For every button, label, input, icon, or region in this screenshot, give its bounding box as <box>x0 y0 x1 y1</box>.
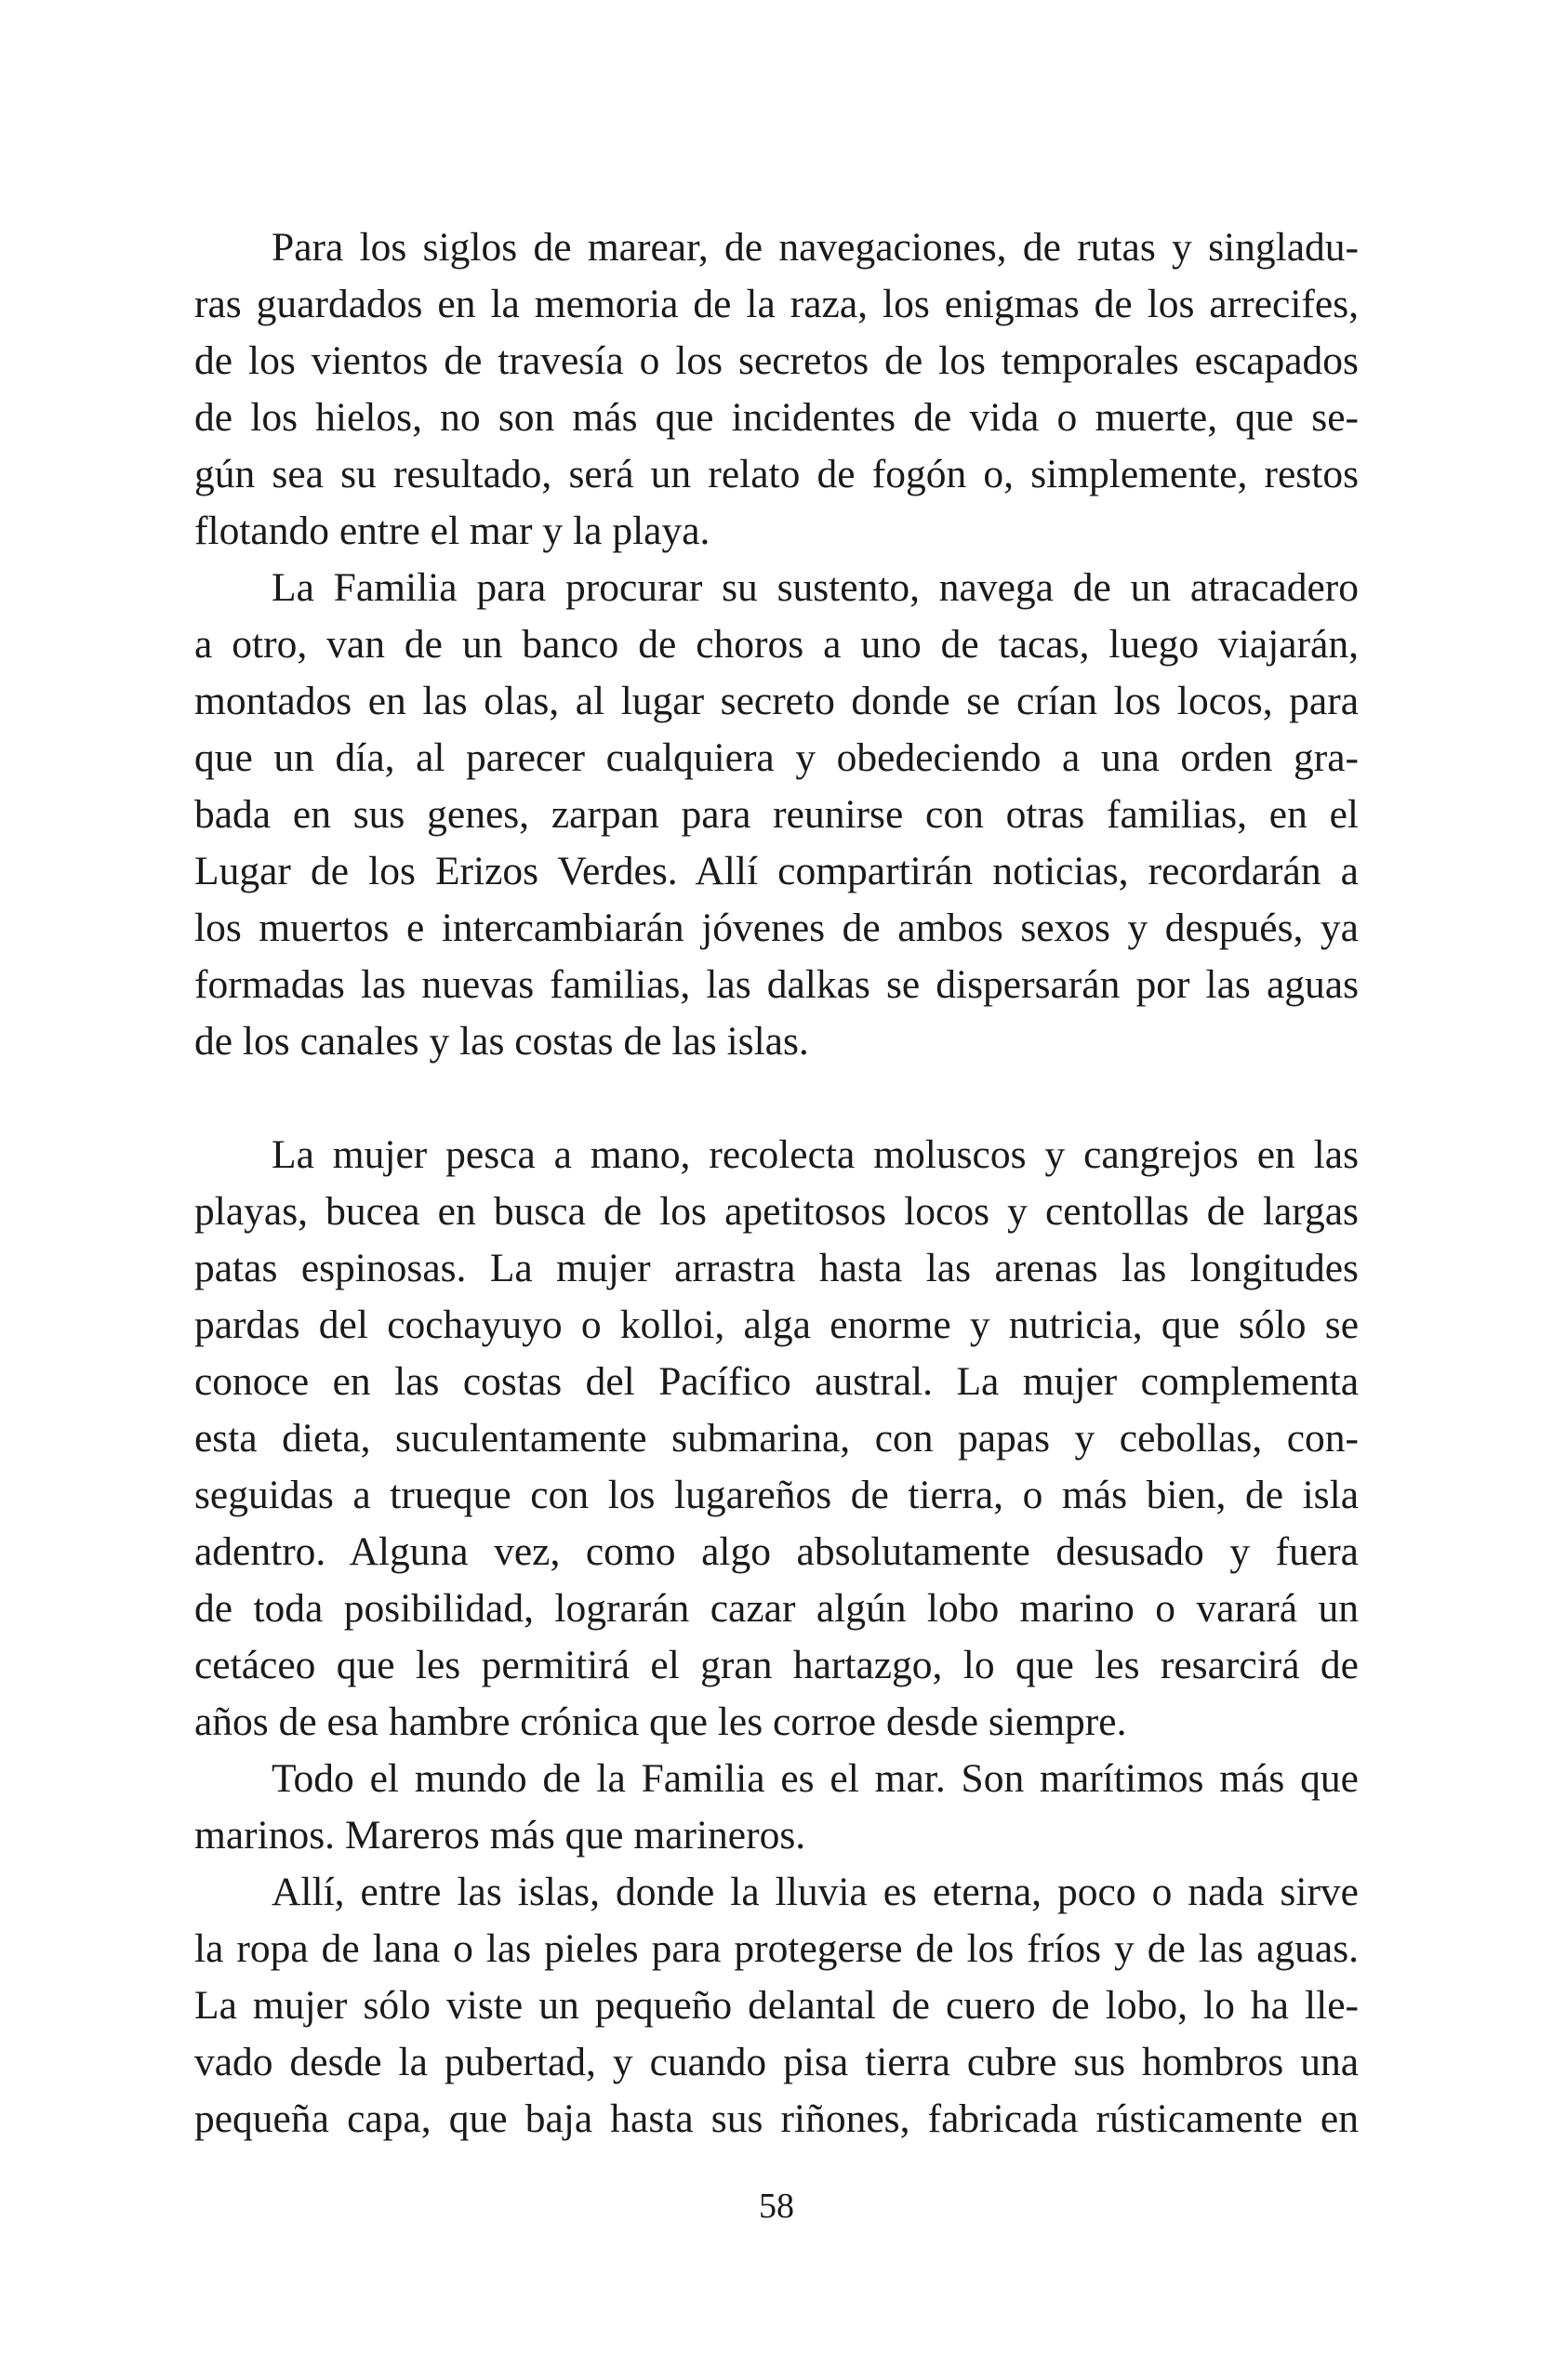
text-line: bada en sus genes, zarpan para reunirse con otras familias, en el <box>194 792 1359 837</box>
text-line: Todo el mundo de la Familia es el mar. Son marítimos más que <box>272 1756 1359 1801</box>
text-line: pequeña capa, que baja hasta sus riñones, fabricada rústicamente en <box>194 2096 1359 2141</box>
text-line: los muertos e intercambiarán jóvenes de ambos sexos y después, ya <box>194 906 1359 950</box>
text-line: montados en las olas, al lugar secreto donde se crían los locos, para <box>194 679 1359 723</box>
text-line: de los vientos de travesía o los secretos de los temporales escapados <box>194 338 1359 383</box>
text-line: la ropa de lana o las pieles para protegerse de los fríos y de las aguas. <box>194 1926 1359 1971</box>
page-number: 58 <box>759 2187 794 2226</box>
text-line: a otro, van de un banco de choros a uno de tacas, luego viajarán, <box>194 622 1359 667</box>
text-line: marinos. Mareros más que marineros. <box>194 1813 806 1858</box>
text-line: ras guardados en la memoria de la raza, los enigmas de los arrecifes, <box>194 282 1359 326</box>
text-line: gún sea su resultado, será un relato de fogón o, simplemente, restos <box>194 452 1359 496</box>
paragraph-1 <box>194 219 1359 560</box>
text-line: conoce en las costas del Pacífico austral. La mujer complementa <box>194 1359 1359 1404</box>
text-line: adentro. Alguna vez, como algo absolutamente desusado y fuera <box>194 1529 1359 1574</box>
paragraph-5 <box>194 1864 1359 2148</box>
text-line: formadas las nuevas familias, las dalkas se dispersarán por las aguas <box>194 962 1359 1007</box>
paragraph-2 <box>194 560 1359 1070</box>
text-line: playas, bucea en busca de los apetitosos locos y centollas de largas <box>194 1189 1359 1234</box>
paragraph-3 <box>194 1127 1359 1751</box>
section-break <box>194 1070 1359 1127</box>
text-line: de toda posibilidad, lograrán cazar algún lobo marino o varará un <box>194 1586 1359 1631</box>
text-line: Lugar de los Erizos Verdes. Allí compartirán noticias, recordarán a <box>194 849 1359 893</box>
text-line: La Familia para procurar su sustento, navega de un atracadero <box>272 565 1359 610</box>
text-line: patas espinosas. La mujer arrastra hasta las arenas las longitudes <box>194 1246 1359 1290</box>
text-line: La mujer pesca a mano, recolecta moluscos y cangrejos en las <box>272 1132 1359 1177</box>
text-line: esta dieta, suculentamente submarina, con papas y cebollas, con- <box>194 1416 1359 1461</box>
text-line: que un día, al parecer cualquiera y obedeciendo a una orden gra- <box>194 735 1359 780</box>
text-line: de los hielos, no son más que incidentes de vida o muerte, que se- <box>194 395 1359 440</box>
text-line: de los canales y las costas de las islas. <box>194 1019 809 1064</box>
body-text <box>194 219 1359 2148</box>
text-line: cetáceo que les permitirá el gran hartazgo, lo que les resarcirá de <box>194 1643 1359 1687</box>
text-line: Para los siglos de marear, de navegaciones, de rutas y singladu- <box>272 225 1359 270</box>
text-line: seguidas a trueque con los lugareños de tierra, o más bien, de isla <box>194 1473 1359 1517</box>
paragraph-4 <box>194 1751 1359 1864</box>
text-line: flotando entre el mar y la playa. <box>194 509 710 553</box>
text-line: pardas del cochayuyo o kolloi, alga enorme y nutricia, que sólo se <box>194 1302 1359 1347</box>
text-line: La mujer sólo viste un pequeño delantal de cuero de lobo, lo ha lle- <box>194 1983 1359 2028</box>
text-line: años de esa hambre crónica que les corroe desde siempre. <box>194 1699 1127 1744</box>
text-line: Allí, entre las islas, donde la lluvia es eterna, poco o nada sirve <box>272 1870 1359 1914</box>
text-line: vado desde la pubertad, y cuando pisa tierra cubre sus hombros una <box>194 2040 1359 2084</box>
